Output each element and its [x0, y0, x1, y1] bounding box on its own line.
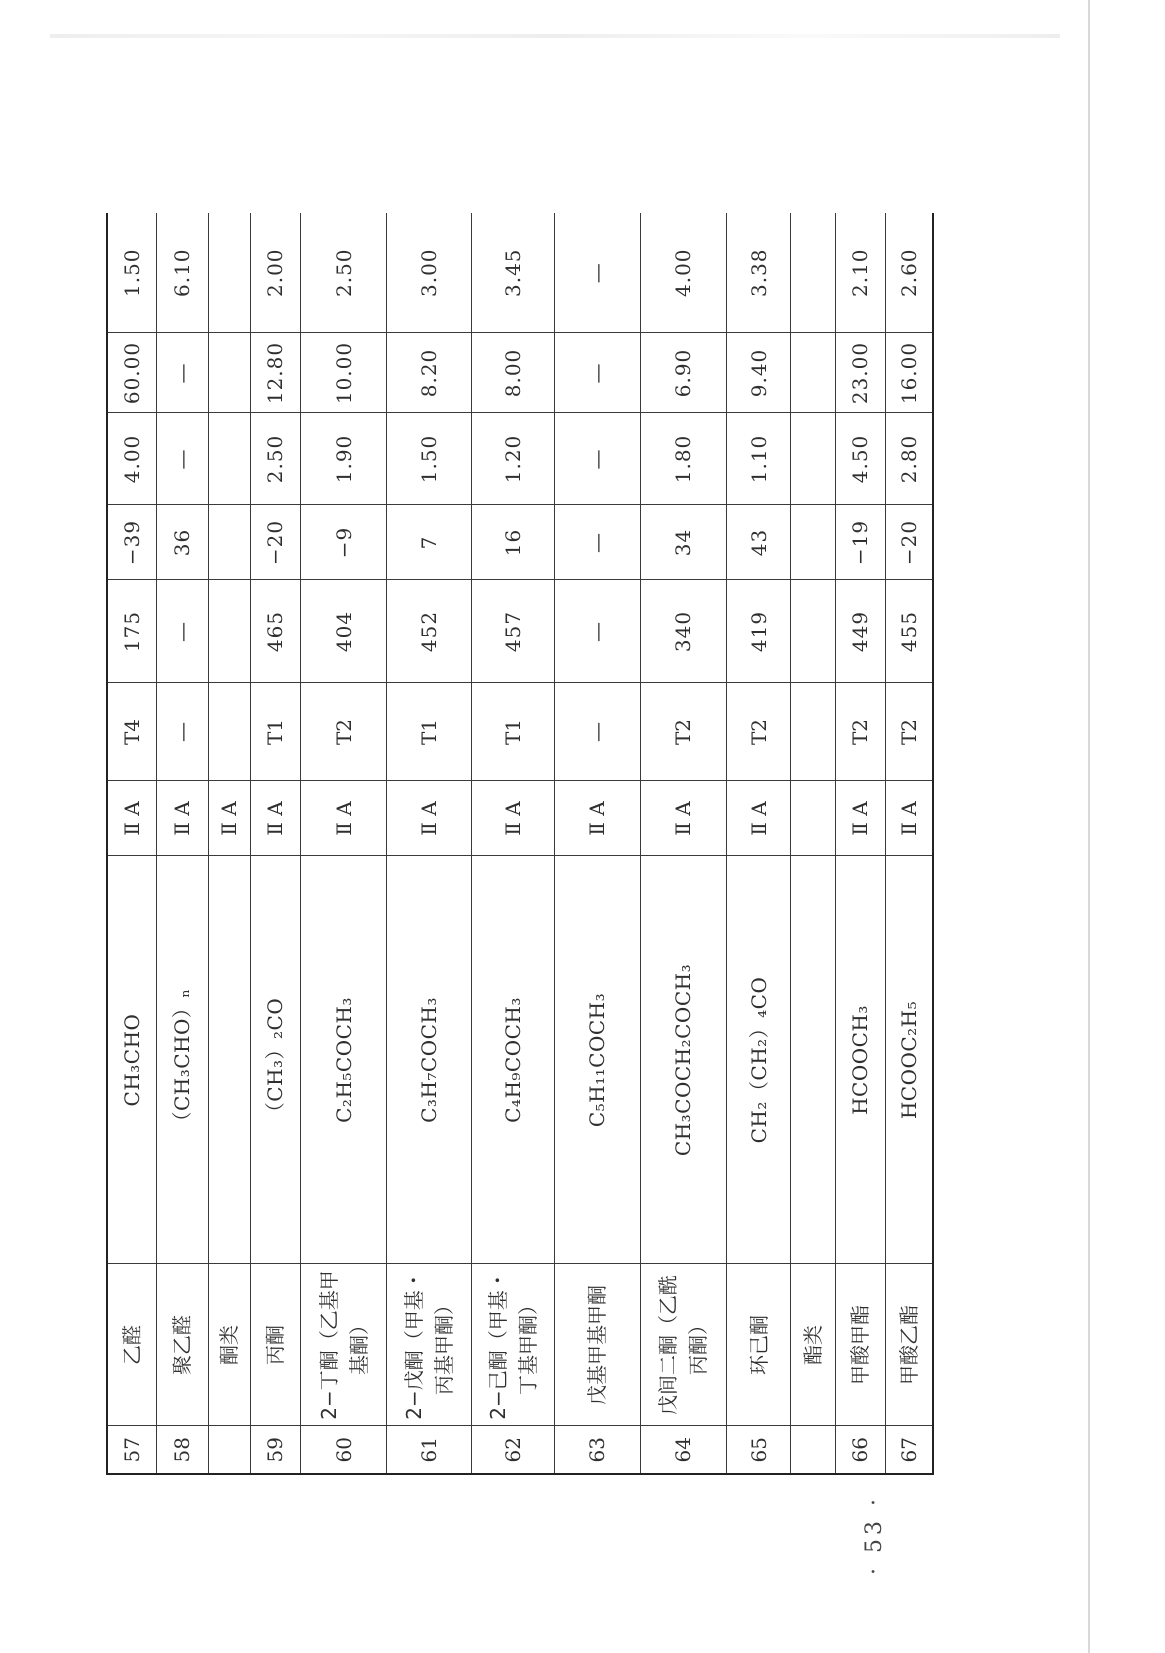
- chemical-formula-cell: CH₃CHO: [107, 856, 156, 1264]
- table-row: [107, 213, 156, 1474]
- lower-explosion-limit-cell: 2.80: [886, 413, 933, 505]
- row-number-cell: 64: [640, 1426, 726, 1474]
- chemical-formula-cell: [791, 856, 835, 1264]
- lower-explosion-limit-cell: [208, 413, 250, 505]
- scan-smudge: [50, 34, 1060, 38]
- vapor-density-cell: 3.00: [387, 213, 472, 333]
- flash-point-cell: 43: [726, 505, 791, 580]
- row-number-cell: 66: [835, 1426, 886, 1474]
- temperature-group-cell: T2: [301, 683, 387, 781]
- table-row: [472, 213, 555, 1474]
- chemical-formula-cell: （CH₃CHO）ₙ: [156, 856, 208, 1264]
- row-number-cell: 61: [387, 1426, 472, 1474]
- row-number-cell: 67: [886, 1426, 933, 1474]
- equipment-class-cell: Ⅱ A: [472, 781, 555, 856]
- table-row: [156, 213, 208, 1474]
- chemical-formula-cell: C₂H₅COCH₃: [301, 856, 387, 1264]
- flash-point-cell: −20: [250, 505, 301, 580]
- substance-name-cell: 酮类: [208, 1264, 250, 1426]
- chemical-formula-cell: C₄H₉COCH₃: [472, 856, 555, 1264]
- equipment-class-cell: Ⅱ A: [250, 781, 301, 856]
- temperature-group-cell: —: [554, 683, 640, 781]
- table-row: [250, 213, 301, 1474]
- table-row: [208, 213, 250, 1474]
- chemical-formula-cell: HCOOCH₃: [835, 856, 886, 1264]
- substance-name-cell: 甲酸甲酯: [835, 1264, 886, 1426]
- upper-explosion-limit-cell: 6.90: [640, 333, 726, 413]
- flash-point-cell: 16: [472, 505, 555, 580]
- equipment-class-cell: [791, 781, 835, 856]
- equipment-class-cell: Ⅱ A: [107, 781, 156, 856]
- ignition-temperature-cell: 465: [250, 580, 301, 683]
- ignition-temperature-cell: 419: [726, 580, 791, 683]
- ignition-temperature-cell: [208, 580, 250, 683]
- chemical-formula-cell: HCOOC₂H₅: [886, 856, 933, 1264]
- ignition-temperature-cell: —: [554, 580, 640, 683]
- chemical-formula-cell: [208, 856, 250, 1264]
- chemical-formula-cell: C₅H₁₁COCH₃: [554, 856, 640, 1264]
- ignition-temperature-cell: —: [156, 580, 208, 683]
- lower-explosion-limit-cell: 1.90: [301, 413, 387, 505]
- page-number-box: [862, 1475, 892, 1595]
- flash-point-cell: −39: [107, 505, 156, 580]
- lower-explosion-limit-cell: 1.80: [640, 413, 726, 505]
- flash-point-cell: −9: [301, 505, 387, 580]
- upper-explosion-limit-cell: 16.00: [886, 333, 933, 413]
- temperature-group-cell: T2: [886, 683, 933, 781]
- row-number-cell: [791, 1426, 835, 1474]
- temperature-group-cell: T1: [472, 683, 555, 781]
- upper-explosion-limit-cell: —: [554, 333, 640, 413]
- upper-explosion-limit-cell: 8.20: [387, 333, 472, 413]
- vapor-density-cell: 4.00: [640, 213, 726, 333]
- upper-explosion-limit-cell: 23.00: [835, 333, 886, 413]
- flash-point-cell: 34: [640, 505, 726, 580]
- upper-explosion-limit-cell: 60.00: [107, 333, 156, 413]
- equipment-class-cell: Ⅱ A: [301, 781, 387, 856]
- lower-explosion-limit-cell: 4.00: [107, 413, 156, 505]
- flash-point-cell: —: [554, 505, 640, 580]
- temperature-group-cell: T1: [250, 683, 301, 781]
- substance-name-cell: 环己酮: [726, 1264, 791, 1426]
- vapor-density-cell: 6.10: [156, 213, 208, 333]
- vapor-density-cell: 2.00: [250, 213, 301, 333]
- ignition-temperature-cell: 457: [472, 580, 555, 683]
- row-number-cell: 63: [554, 1426, 640, 1474]
- ignition-temperature-cell: 404: [301, 580, 387, 683]
- equipment-class-cell: Ⅱ A: [640, 781, 726, 856]
- chemical-formula-cell: C₃H₇COCH₃: [387, 856, 472, 1264]
- table-row: [554, 213, 640, 1474]
- row-number-cell: 58: [156, 1426, 208, 1474]
- flash-point-cell: 36: [156, 505, 208, 580]
- page-number: · 53 ·: [862, 1495, 887, 1575]
- lower-explosion-limit-cell: 4.50: [835, 413, 886, 505]
- vapor-density-cell: 3.38: [726, 213, 791, 333]
- substance-name-cell: 乙醛: [107, 1264, 156, 1426]
- lower-explosion-limit-cell: 1.50: [387, 413, 472, 505]
- vapor-density-cell: —: [554, 213, 640, 333]
- scan-edge: [1088, 0, 1090, 1653]
- temperature-group-cell: T2: [726, 683, 791, 781]
- lower-explosion-limit-cell: 1.20: [472, 413, 555, 505]
- temperature-group-cell: [791, 683, 835, 781]
- flash-point-cell: −19: [835, 505, 886, 580]
- equipment-class-cell: Ⅱ A: [886, 781, 933, 856]
- table-row: [791, 213, 835, 1474]
- ignition-temperature-cell: 175: [107, 580, 156, 683]
- upper-explosion-limit-cell: 8.00: [472, 333, 555, 413]
- substance-name-cell: 丙酮: [250, 1264, 301, 1426]
- temperature-group-cell: [208, 683, 250, 781]
- row-number-cell: [208, 1426, 250, 1474]
- chemical-formula-cell: （CH₃）₂CO: [250, 856, 301, 1264]
- vapor-density-cell: 1.50: [107, 213, 156, 333]
- table-row: [387, 213, 472, 1474]
- upper-explosion-limit-cell: 12.80: [250, 333, 301, 413]
- row-number-cell: 60: [301, 1426, 387, 1474]
- row-number-cell: 65: [726, 1426, 791, 1474]
- substance-name-cell: 酯类: [791, 1264, 835, 1426]
- row-number-cell: 57: [107, 1426, 156, 1474]
- upper-explosion-limit-cell: 9.40: [726, 333, 791, 413]
- lower-explosion-limit-cell: —: [156, 413, 208, 505]
- table-row: [886, 213, 933, 1474]
- temperature-group-cell: T2: [640, 683, 726, 781]
- lower-explosion-limit-cell: 2.50: [250, 413, 301, 505]
- table-row: [301, 213, 387, 1474]
- equipment-class-cell: Ⅱ A: [387, 781, 472, 856]
- vapor-density-cell: 2.10: [835, 213, 886, 333]
- ignition-temperature-cell: 449: [835, 580, 886, 683]
- equipment-class-cell: Ⅱ A: [835, 781, 886, 856]
- equipment-class-cell: Ⅱ A: [208, 781, 250, 856]
- substance-name-cell: 聚乙醛: [156, 1264, 208, 1426]
- vapor-density-cell: 2.60: [886, 213, 933, 333]
- substance-name-cell: 2−戊酮（甲基・丙基甲酮）: [387, 1264, 472, 1426]
- vapor-density-cell: [208, 213, 250, 333]
- row-number-cell: 62: [472, 1426, 555, 1474]
- lower-explosion-limit-cell: 1.10: [726, 413, 791, 505]
- row-number-cell: 59: [250, 1426, 301, 1474]
- flash-point-cell: −20: [886, 505, 933, 580]
- hazard-data-table: [106, 213, 934, 1475]
- upper-explosion-limit-cell: [208, 333, 250, 413]
- rotated-table-container: [106, 213, 934, 1475]
- table-row: [835, 213, 886, 1474]
- temperature-group-cell: T1: [387, 683, 472, 781]
- vapor-density-cell: 2.50: [301, 213, 387, 333]
- ignition-temperature-cell: 340: [640, 580, 726, 683]
- substance-name-cell: 戊基甲基甲酮: [554, 1264, 640, 1426]
- upper-explosion-limit-cell: —: [156, 333, 208, 413]
- equipment-class-cell: Ⅱ A: [554, 781, 640, 856]
- equipment-class-cell: Ⅱ A: [156, 781, 208, 856]
- ignition-temperature-cell: 452: [387, 580, 472, 683]
- substance-name-cell: 甲酸乙酯: [886, 1264, 933, 1426]
- table-frame: [106, 213, 934, 1475]
- substance-name-cell: 2−丁酮（乙基甲基酮）: [301, 1264, 387, 1426]
- ignition-temperature-cell: 455: [886, 580, 933, 683]
- vapor-density-cell: [791, 213, 835, 333]
- flash-point-cell: [791, 505, 835, 580]
- substance-name-cell: 2−己酮（甲基・丁基甲酮）: [472, 1264, 555, 1426]
- upper-explosion-limit-cell: [791, 333, 835, 413]
- chemical-formula-cell: CH₂（CH₂）₄CO: [726, 856, 791, 1264]
- table-row: [640, 213, 726, 1474]
- temperature-group-cell: T2: [835, 683, 886, 781]
- equipment-class-cell: Ⅱ A: [726, 781, 791, 856]
- chemical-formula-cell: CH₃COCH₂COCH₃: [640, 856, 726, 1264]
- upper-explosion-limit-cell: 10.00: [301, 333, 387, 413]
- lower-explosion-limit-cell: [791, 413, 835, 505]
- temperature-group-cell: T4: [107, 683, 156, 781]
- substance-name-cell: 戊间二酮（乙酰丙酮）: [640, 1264, 726, 1426]
- temperature-group-cell: —: [156, 683, 208, 781]
- ignition-temperature-cell: [791, 580, 835, 683]
- table-row: [726, 213, 791, 1474]
- flash-point-cell: [208, 505, 250, 580]
- vapor-density-cell: 3.45: [472, 213, 555, 333]
- lower-explosion-limit-cell: —: [554, 413, 640, 505]
- flash-point-cell: 7: [387, 505, 472, 580]
